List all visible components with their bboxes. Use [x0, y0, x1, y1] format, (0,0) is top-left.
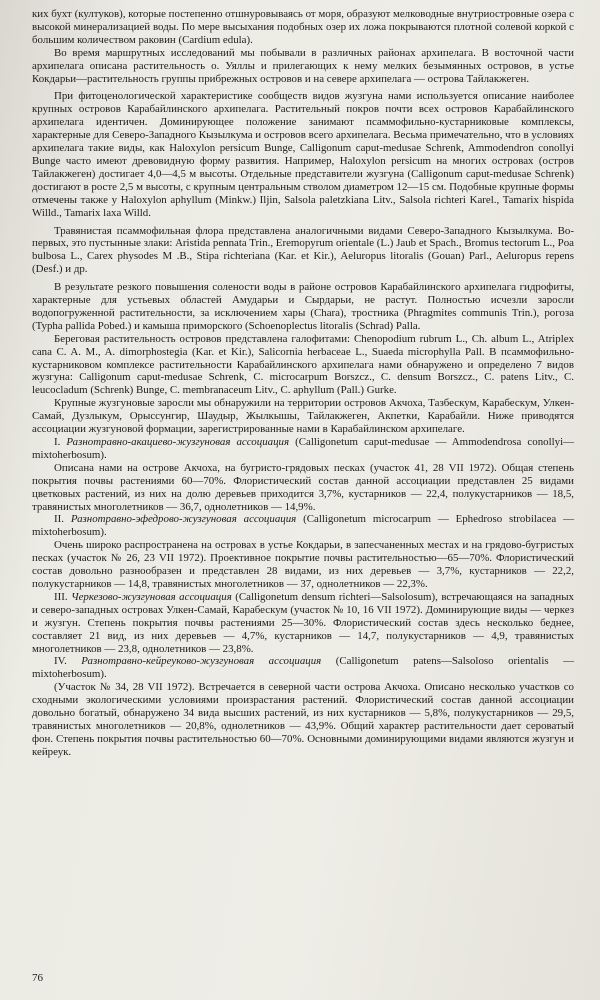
- association-text: Описана нами на острове Акчоха, на бугристо-грядовых песках (участок 41, 28 VII 1972). Общая степень покрытия почвы растениями 60—70%. Флористический состав данной ассоциации представлен 25 видами цветковых растений, из них на долю деревьев приходится 3,7%, кустарников — 22,4, полукустарников — 18,5, травянистых многолетников — 36,7, однолетников — 14,9%.: [32, 461, 574, 513]
- association-heading: [32, 513, 574, 539]
- association-latin: (Calligonetum microcarpum — Ephedroso strobilacea — mixtoherbosum).: [32, 513, 574, 539]
- page-number: 76: [32, 972, 43, 984]
- association-latin: (Calligonetum densum richteri—Salsolosum),: [231, 590, 438, 603]
- association-heading: [32, 436, 574, 462]
- association-name: Разнотравно-кейреуково-жузгуновая ассоциация: [81, 655, 322, 668]
- association-heading: [32, 591, 574, 656]
- association-number: IV.: [54, 655, 82, 668]
- paragraph: При фитоценологической характеристике сообществ видов жузгуна нами используется описание наиболее крупных островов Карабайлинского архипелага. Растительный покров почти всех островов Карабайлинского архипелага идентичен. Доминирующее положение занимают псаммофильно-кустарниковые комплексы, характерные для Северо-Западного Кызылкума и островов всего архипелага. Весьма примечательно, что в условиях архипелага такие виды, как Haloxylon persicum Bunge, Calligonum caput-medusae Schrenk, Ammodendron conollyi Bunge часто имеют древовидную форму развития. Например, Haloxylon persicum на многих островах (остров Тайлакжеген) достигает 4,0—4,5 м высоты. Отдельные представители жузгуна (Calligonum caput-medusae Schrenk) достигают в росте 2,5 м высоты, с крупным центральным стволом диаметром 12—15 см. Подобные крупные формы отмечены также у Haloxylon aphyllum (Minkw.) Iljin, Salsola paletzkiana Litv., Salsola richteri Karel., Tamarix hispida Willd., Tamarix laxa Willd.: [32, 90, 574, 219]
- paragraph: Крупные жузгуновые заросли мы обнаружили на территории островов Акчоха, Тазбескум, Карабескум, Улкен-Самай, Дузлыкум, Орыссунгир, Шаудыр, Жылкышы, Тайлакжеген, Акпетки, Карабайли. Ниже приводятся ассоциации жузгуновой формации, зарегистрированные нами в Карабайлинском архипелаге.: [32, 397, 574, 436]
- paragraph: Травянистая псаммофильная флора представлена аналогичными видами Северо-Западного Кызылкума. Во-первых, это пустынные злаки: Aristida pennata Trin., Eremopyrum orientale (L.) Jaub et Spach., Bromus tectorum L., Poa bulbosa L., Carex physodes M .B., Stipa richteriana (Kar. et Kir.), Aeluropus litoralis (Gouan) Parl., Aeluropus repens (Desf.) и др.: [32, 224, 575, 276]
- association-heading: [32, 655, 574, 681]
- paragraph: Береговая растительность островов представлена галофитами: Chenopodium rubrum L., Ch. album L., Atriplex cana C. A. M., A. dimorphostegia (Kar. et Kir.), Salicornia herbaceae L., Suaeda microphylla Pall. В псаммофильно-кустарниковом комплексе растительности Карабайлинского архипелага нами обнаружено и определено 7 видов жузгуна: Calligonum caput-medusae Schrenk, C. microcarpum Borszcz., C. densum Borszcz., C. patens Litv., C. leucocladum (Schrenk) Bunge, C. membranaceum Litv., C. aphyllum (Pall.) Gurke.: [32, 332, 574, 397]
- association-text: Очень широко распространена на островах в устье Кокдарьи, в запесчаненных местах и на грядово-бугристых песках (участок № 26, 23 VII 1972). Проективное покрытие почвы растительностью—65—70%. Флористический состав довольно разнообразен и представлен 28 видами, из них деревьев — 3,7%, кустарников — 22,2, полукустарников — 14,8, травянистых многолетников — 37, однолетников — 22,3%.: [32, 539, 574, 590]
- paragraph: В результате резкого повышения солености воды в районе островов Карабайлинского архипелага гидрофиты, характерные для устьевых областей Амударьи и Сырдарьи, не растут. Полностью исчезли заросли водопогруженной растительности, за исключением хары (Chara), тростника (Phragmites communis Trin.), рогоза (Typha pallida Pobed.) и камыша приморского (Schoenoplectus litoralis (Schrad) Palla.: [32, 281, 574, 332]
- association-text: (Участок № 34, 28 VII 1972). Встречается в северной части острова Акчоха. Описано несколько участков со сходными экологическими условиями произрастания растений. Флористический состав данной ассоциации довольно богатый, обнаружено 34 вида высших растений, из них кустарников — 5,8%, полукустарников — 29,5, травянистых многолетников — 20,8%, однолетников — 43,9%. Общий характер растительности дает сероватый фон. Степень покрытия почвы растительностью 60—70%. Основными доминирующими видами являются жузгун и кейреук.: [32, 681, 574, 758]
- paragraph: Во время маршрутных исследований мы побывали в различных районах архипелага. В восточной части архипелага описана растительность о. Уяллы и прилегающих к нему мелких безымянных островов, в устье Кокдарьи—растительность группы прибрежных островов и на севере архипелага — острова Тайлакжеген.: [32, 46, 574, 85]
- association-name: Разнотравно-эфедрово-жузгуновая ассоциация: [70, 513, 297, 526]
- paragraph: ких бухт (култуков), которые постепенно отшнуровываясь от моря, образуют мелководные внутриостровные озера с высокой минерализацией воды. По мере высыхания подобных озер их ложа покрываются плотной солевой коркой с большим количеством раковин (Cardium edula).: [32, 8, 574, 46]
- association-number: I.: [54, 436, 67, 448]
- association-name: Черкезово-жузгуновая ассоциация: [71, 590, 232, 603]
- association-number: III.: [54, 590, 72, 603]
- association-latin: (Calligonetum caput-medusae — Ammodendrosa conollyi—mixtoherbosum).: [32, 436, 574, 461]
- association-latin: (Calligonetum patens—Salsoloso orientalis — mixtoherbosum).: [32, 655, 574, 681]
- association-number: II.: [54, 513, 71, 526]
- association-name: Разнотравно-акациево-жузгуновая ассоциация: [66, 436, 290, 448]
- association-text: встречающаяся на западных и северо-западных островах Улкен-Самай, Карабескум (участок № 10, 16 VII 1972). Доминирующие виды — черкез и жузгун. Степень покрытия почвы растениями 25—30%. Флористический состав здесь несколько беднее, составляет 21 вид, из них деревьев — 4,7%, кустарников — 14,7, полукустарников — 4,9, травянистых многолетников — 23,8, однолетников — 23,8%.: [32, 590, 575, 655]
